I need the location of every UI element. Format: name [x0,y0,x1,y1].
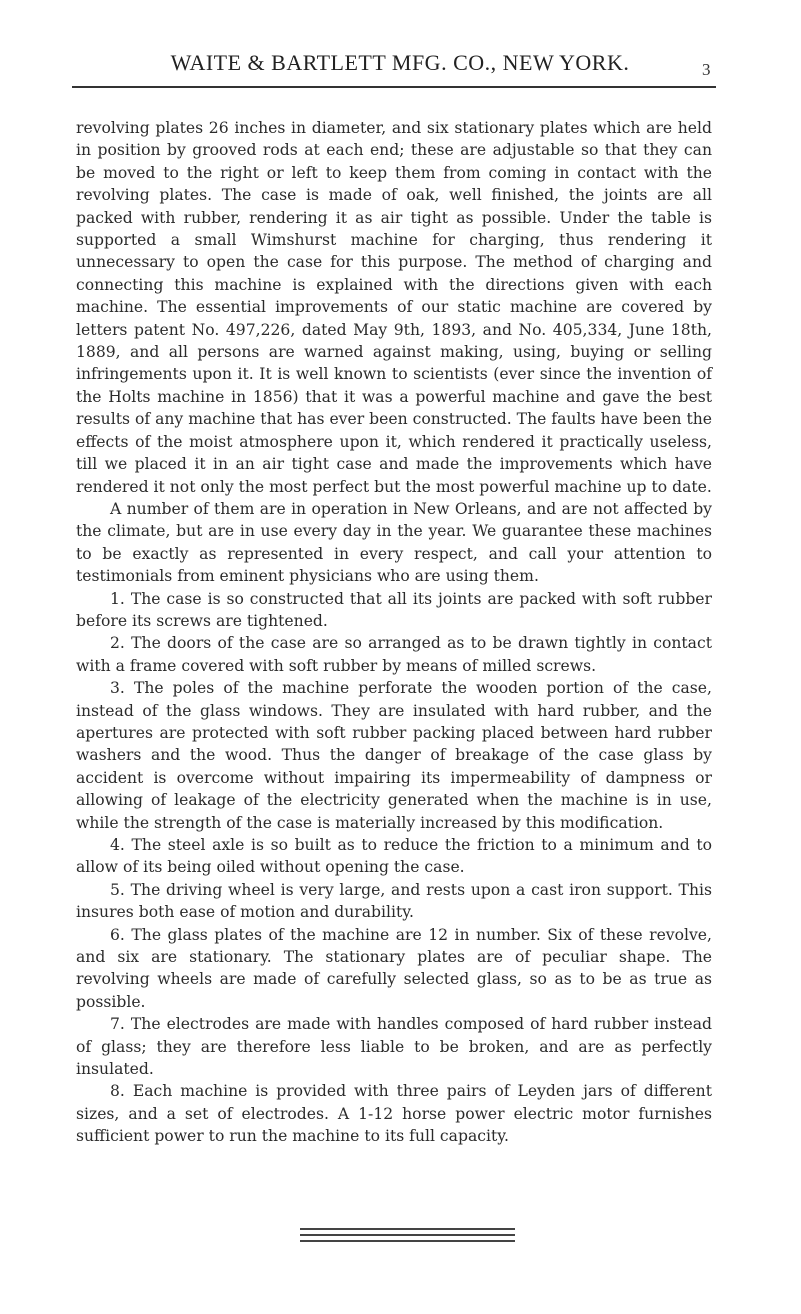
running-head: WAITE & BARTLETT MFG. CO., NEW YORK. [170,50,630,75]
page-number: 3 [702,60,711,79]
list-item [76,588,712,633]
list-number: 2. [110,634,125,653]
list-item [76,879,712,924]
list-text: The poles of the machine perforate the wooden portion of the case, instead of the glass windows. They are insulated with hard rubber, and the apertures are protected with soft rubber packing placed between hard rubber washers and the wood. Thus the danger of breakage of the case glass by accident is overcome without impairing its impermeability of dampness or allowing of leakage of the electricity generated when the machine is in use, while the strength of the case is materially increased by this modification. [76,679,712,832]
list-text: The electrodes are made with handles composed of hard rubber instead of glass; they are therefore less liable to be broken, and are as perfectly insulated. [76,1015,712,1079]
paragraph-new-orleans: A number of them are in operation in New Orleans, and are not affected by the climate, but are in use every day in the year. We guarantee these machines to be exactly as represented in every respect, and call your attention to testimonials from eminent physicians who are using them. [76,499,712,586]
footer-rule [300,1234,515,1236]
list-number: 3. [110,679,125,698]
list-item [76,632,712,677]
list-text: The driving wheel is very large, and rests upon a cast iron support. This insures both ease of motion and durability. [76,880,712,922]
list-text: The glass plates of the machine are 12 in number. Six of these revolve, and six are stationary. The stationary plates are of peculiar shape. The revolving wheels are made of carefully selected glass, so as to be as true as possible. [76,925,712,1011]
list-item [76,1080,712,1147]
list-text: Each machine is provided with three pairs of Leyden jars of different sizes, and a set of electrodes. A 1-12 horse power electric motor furnishes sufficient power to run the machine to its full capacity. [76,1082,712,1146]
footer-rule [300,1240,515,1242]
list-text: The case is so constructed that all its joints are packed with soft rubber before its screws are tightened. [76,589,712,630]
header-rule [72,86,716,88]
list-number: 5. [110,880,125,899]
list-number: 4. [110,836,125,854]
footer-rule [300,1228,515,1230]
list-item [76,1013,712,1080]
list-item [76,677,712,834]
list-text: The steel axle is so built as to reduce the friction to a minimum and to allow of its being oiled without opening the case. [76,836,712,877]
list-number: 7. [110,1015,125,1034]
list-item [76,834,712,879]
footer-ornament-rules [300,1228,515,1246]
list-number: 8. [110,1082,125,1101]
paragraph-continued: revolving plates 26 inches in diameter, and six stationary plates which are held in position by grooved rods at each end; these are adjustable so that they can be moved to the right or left to keep them from coming in contact with the revolving plates. The case is made of oak, well finished, the joints are all packed with rubber, rendering it as air tight as possible. Under the table is supported a small Wimshurst machine for charging, thus rendering it unnecessary to open the case for this purpose. The method of charging and connecting this machine is explained with the directions given with each machine. The essential improvements of our static machine are covered by letters patent No. 497,226, dated May 9th, 1893, and No. 405,334, June 18th, 1889, and all persons are warned against making, using, buying or selling infringements upon it. It is well known to scientists (ever since the invention of the Holts machine in 1856) that it was a powerful machine and gave the best results of any machine that has ever been constructed. The faults have been the effects of the moist atmosphere upon it, which rendered it practically useless, till we placed it in an air tight case and made the improvements which have rendered it not only the most perfect but the most powerful machine up to date. [76,119,712,496]
list-text: The doors of the case are so arranged as to be drawn tightly in contact with a frame covered with soft rubber by means of milled screws. [76,634,712,675]
list-number: 1. [110,589,125,608]
body-text [76,117,712,1148]
list-number: 6. [110,925,125,944]
list-item [76,924,712,1014]
